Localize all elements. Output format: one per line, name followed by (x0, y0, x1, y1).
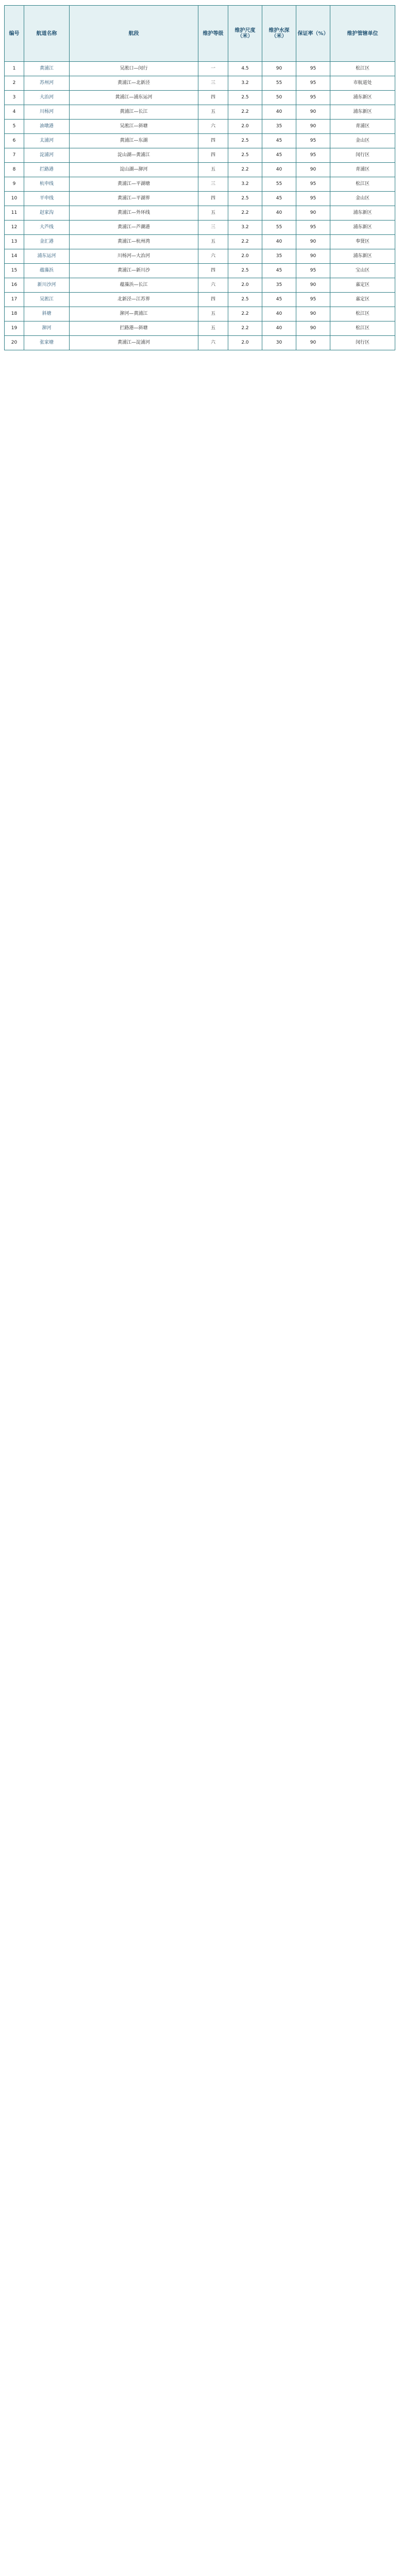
cell-depth: 2.2 (228, 105, 262, 120)
cell-no: 2 (5, 76, 24, 91)
cell-unit: 闵行区 (330, 336, 395, 350)
cell-grade: 五 (198, 105, 228, 120)
cell-unit: 金山区 (330, 134, 395, 148)
cell-grade: 四 (198, 148, 228, 163)
table-row (5, 264, 395, 278)
cell-name: 黄浦江 (24, 62, 70, 76)
cell-width: 45 (262, 148, 296, 163)
cell-width: 55 (262, 76, 296, 91)
cell-depth: 3.2 (228, 76, 262, 91)
cell-rate: 90 (296, 249, 330, 264)
cell-grade: 六 (198, 249, 228, 264)
cell-depth: 2.0 (228, 120, 262, 134)
cell-no: 6 (5, 134, 24, 148)
cell-grade: 六 (198, 120, 228, 134)
table-row (5, 249, 395, 264)
cell-no: 15 (5, 264, 24, 278)
cell-no: 8 (5, 163, 24, 177)
cell-depth: 4.5 (228, 62, 262, 76)
cell-rate: 95 (296, 76, 330, 91)
cell-seg: 黄浦江—平湖塘 (70, 177, 198, 192)
cell-unit: 市航道处 (330, 76, 395, 91)
cell-seg: 黄浦江—新川沙 (70, 264, 198, 278)
cell-name: 蕴藻浜 (24, 264, 70, 278)
cell-name: 斜塘 (24, 307, 70, 321)
cell-name: 大芦线 (24, 221, 70, 235)
cell-unit: 浦东新区 (330, 105, 395, 120)
cell-name: 苏州河 (24, 76, 70, 91)
cell-seg: 黄浦江—平湖界 (70, 192, 198, 206)
cell-grade: 五 (198, 206, 228, 221)
cell-rate: 90 (296, 206, 330, 221)
cell-no: 12 (5, 221, 24, 235)
cell-rate: 90 (296, 336, 330, 350)
cell-name: 泖河 (24, 321, 70, 336)
table-row (5, 148, 395, 163)
cell-grade: 六 (198, 278, 228, 293)
cell-no: 14 (5, 249, 24, 264)
cell-rate: 95 (296, 148, 330, 163)
cell-name: 拦路港 (24, 163, 70, 177)
cell-seg: 吴淞口—闵行 (70, 62, 198, 76)
header-depth: 维护水深（米） (262, 6, 296, 62)
table-row (5, 134, 395, 148)
cell-depth: 2.2 (228, 206, 262, 221)
cell-unit: 浦东新区 (330, 206, 395, 221)
cell-rate: 90 (296, 235, 330, 249)
cell-grade: 四 (198, 91, 228, 105)
table-row (5, 91, 395, 105)
cell-name: 张家塘 (24, 336, 70, 350)
cell-width: 55 (262, 221, 296, 235)
cell-depth: 2.5 (228, 192, 262, 206)
header-segment: 航段 (70, 6, 198, 62)
cell-unit: 浦东新区 (330, 91, 395, 105)
cell-rate: 95 (296, 134, 330, 148)
table-row (5, 120, 395, 134)
cell-depth: 2.5 (228, 91, 262, 105)
table-row (5, 278, 395, 293)
cell-no: 7 (5, 148, 24, 163)
cell-depth: 2.2 (228, 163, 262, 177)
cell-name: 平申线 (24, 192, 70, 206)
cell-width: 45 (262, 134, 296, 148)
cell-rate: 90 (296, 307, 330, 321)
cell-depth: 2.0 (228, 249, 262, 264)
cell-seg: 黄浦江—杭州湾 (70, 235, 198, 249)
cell-name: 淀浦河 (24, 148, 70, 163)
cell-depth: 2.2 (228, 321, 262, 336)
cell-rate: 90 (296, 321, 330, 336)
cell-seg: 黄浦江—北新泾 (70, 76, 198, 91)
table-row (5, 163, 395, 177)
cell-width: 45 (262, 192, 296, 206)
cell-depth: 3.2 (228, 221, 262, 235)
cell-rate: 95 (296, 91, 330, 105)
cell-no: 1 (5, 62, 24, 76)
cell-rate: 90 (296, 105, 330, 120)
cell-no: 19 (5, 321, 24, 336)
cell-name: 金汇港 (24, 235, 70, 249)
cell-unit: 松江区 (330, 62, 395, 76)
cell-unit: 金山区 (330, 192, 395, 206)
cell-seg: 北新泾—江苏界 (70, 293, 198, 307)
table-row (5, 221, 395, 235)
cell-width: 40 (262, 235, 296, 249)
table-header-row (5, 6, 395, 62)
cell-seg: 蕴藻浜—长江 (70, 278, 198, 293)
cell-width: 45 (262, 264, 296, 278)
table-row (5, 235, 395, 249)
cell-no: 16 (5, 278, 24, 293)
header-no: 编号 (5, 6, 24, 62)
cell-grade: 一 (198, 62, 228, 76)
cell-width: 30 (262, 336, 296, 350)
header-unit: 维护管辖单位 (330, 6, 395, 62)
cell-rate: 90 (296, 120, 330, 134)
table-row (5, 177, 395, 192)
cell-seg: 吴淞江—斜塘 (70, 120, 198, 134)
cell-depth: 2.2 (228, 307, 262, 321)
header-size: 维护尺度（米） (228, 6, 262, 62)
cell-width: 40 (262, 307, 296, 321)
cell-width: 40 (262, 105, 296, 120)
header-rate: 保证率（%） (296, 6, 330, 62)
cell-name: 大治河 (24, 91, 70, 105)
document-page (4, 5, 395, 350)
cell-depth: 2.5 (228, 264, 262, 278)
table-row (5, 105, 395, 120)
cell-grade: 四 (198, 134, 228, 148)
table-row (5, 307, 395, 321)
cell-rate: 95 (296, 293, 330, 307)
cell-unit: 松江区 (330, 321, 395, 336)
table-body (5, 62, 395, 350)
cell-depth: 2.0 (228, 336, 262, 350)
waterway-table (4, 5, 395, 350)
cell-grade: 四 (198, 293, 228, 307)
cell-depth: 2.2 (228, 235, 262, 249)
cell-rate: 95 (296, 192, 330, 206)
cell-seg: 黄浦江—浦东运河 (70, 91, 198, 105)
cell-no: 9 (5, 177, 24, 192)
cell-seg: 黄浦江—淀浦河 (70, 336, 198, 350)
cell-depth: 3.2 (228, 177, 262, 192)
table-row (5, 293, 395, 307)
cell-unit: 嘉定区 (330, 278, 395, 293)
cell-rate: 95 (296, 221, 330, 235)
cell-rate: 95 (296, 62, 330, 76)
cell-unit: 青浦区 (330, 120, 395, 134)
cell-width: 40 (262, 206, 296, 221)
cell-seg: 淀山湖—泖河 (70, 163, 198, 177)
cell-seg: 黄浦江—长江 (70, 105, 198, 120)
cell-name: 吴淞江 (24, 293, 70, 307)
cell-no: 18 (5, 307, 24, 321)
cell-width: 50 (262, 91, 296, 105)
cell-width: 45 (262, 293, 296, 307)
table-row (5, 321, 395, 336)
cell-unit: 奉贤区 (330, 235, 395, 249)
cell-name: 太浦河 (24, 134, 70, 148)
cell-name: 川杨河 (24, 105, 70, 120)
cell-name: 赵家沟 (24, 206, 70, 221)
cell-no: 10 (5, 192, 24, 206)
cell-no: 4 (5, 105, 24, 120)
cell-grade: 五 (198, 163, 228, 177)
cell-grade: 三 (198, 76, 228, 91)
cell-width: 35 (262, 120, 296, 134)
cell-seg: 拦路港—斜塘 (70, 321, 198, 336)
cell-rate: 95 (296, 264, 330, 278)
cell-depth: 2.0 (228, 278, 262, 293)
table-row (5, 76, 395, 91)
cell-grade: 五 (198, 321, 228, 336)
cell-no: 13 (5, 235, 24, 249)
cell-rate: 90 (296, 163, 330, 177)
cell-grade: 五 (198, 235, 228, 249)
cell-grade: 五 (198, 307, 228, 321)
table-row (5, 206, 395, 221)
cell-seg: 黄浦江—芦潮港 (70, 221, 198, 235)
table-row (5, 336, 395, 350)
cell-seg: 川杨河—大治河 (70, 249, 198, 264)
cell-seg: 泖河—黄浦江 (70, 307, 198, 321)
cell-grade: 三 (198, 177, 228, 192)
cell-seg: 黄浦江—东湖 (70, 134, 198, 148)
cell-unit: 浦东新区 (330, 249, 395, 264)
cell-seg: 黄浦江—外环线 (70, 206, 198, 221)
cell-no: 11 (5, 206, 24, 221)
cell-width: 40 (262, 163, 296, 177)
cell-no: 3 (5, 91, 24, 105)
cell-grade: 三 (198, 221, 228, 235)
cell-unit: 浦东新区 (330, 221, 395, 235)
cell-no: 17 (5, 293, 24, 307)
header-name: 航道名称 (24, 6, 70, 62)
cell-unit: 嘉定区 (330, 293, 395, 307)
cell-name: 杭申线 (24, 177, 70, 192)
cell-depth: 2.5 (228, 134, 262, 148)
cell-name: 浦东运河 (24, 249, 70, 264)
cell-depth: 2.5 (228, 293, 262, 307)
cell-unit: 松江区 (330, 177, 395, 192)
table-row (5, 192, 395, 206)
cell-seg: 淀山湖—黄浦江 (70, 148, 198, 163)
table-row (5, 62, 395, 76)
cell-grade: 四 (198, 264, 228, 278)
cell-unit: 闵行区 (330, 148, 395, 163)
cell-name: 油墩港 (24, 120, 70, 134)
cell-unit: 宝山区 (330, 264, 395, 278)
cell-name: 新川沙河 (24, 278, 70, 293)
cell-no: 5 (5, 120, 24, 134)
cell-grade: 四 (198, 192, 228, 206)
cell-unit: 青浦区 (330, 163, 395, 177)
cell-width: 35 (262, 249, 296, 264)
cell-width: 40 (262, 321, 296, 336)
cell-width: 35 (262, 278, 296, 293)
cell-unit: 松江区 (330, 307, 395, 321)
cell-rate: 90 (296, 278, 330, 293)
cell-no: 20 (5, 336, 24, 350)
header-grade: 维护等级 (198, 6, 228, 62)
cell-rate: 95 (296, 177, 330, 192)
cell-width: 55 (262, 177, 296, 192)
cell-grade: 六 (198, 336, 228, 350)
cell-width: 90 (262, 62, 296, 76)
cell-depth: 2.5 (228, 148, 262, 163)
